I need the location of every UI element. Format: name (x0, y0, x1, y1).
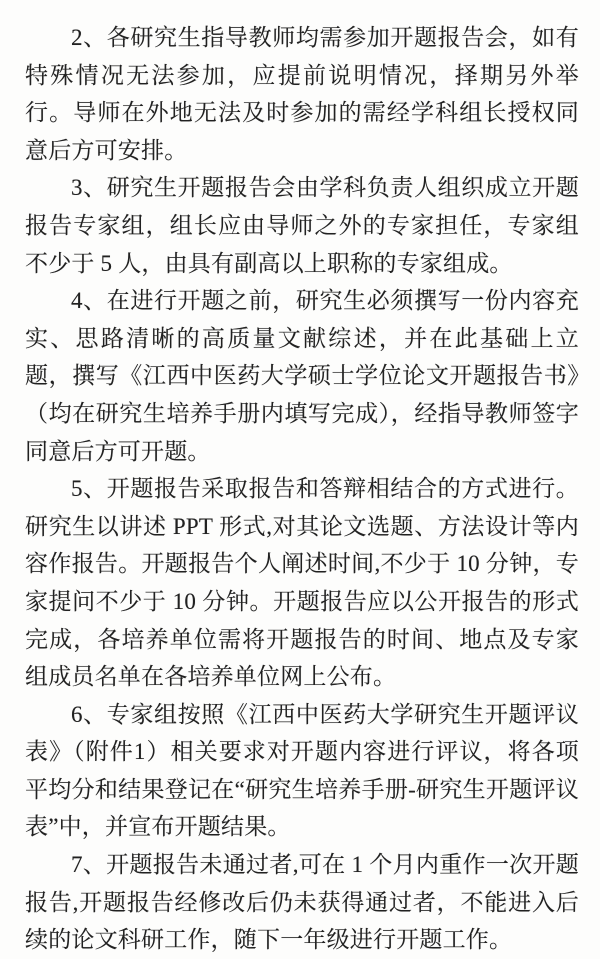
paragraph-7: 7、开题报告未通过者,可在 1 个月内重作一次开题报告,开题报告经修改后仍未获得通过者，不能进入后续的论文科研工作，随下一年级进行开题工作。 (25, 852, 579, 953)
paragraph-4: 4、在进行开题之前，研究生必须撰写一份内容充实、思路清晰的高质量文献综述，并在此基础上立题，撰写《江西中医药大学硕士学位论文开题报告书》（均在研究生培养手册内填写完成），经指导教师签字同意后方可开题。 (25, 288, 579, 464)
paragraph-3: 3、研究生开题报告会由学科负责人组织成立开题报告专家组，组长应由导师之外的专家担任，专家组不少于 5 人，由具有副高以上职称的专家组成。 (25, 175, 579, 276)
paragraph-5: 5、开题报告采取报告和答辩相结合的方式进行。研究生以讲述 PPT 形式,对其论文选题、方法设计等内容作报告。开题报告个人阐述时间,不少于 10 分钟，专家提问不少于 10 分钟。开题报告应以公开报告的形式完成，各培养单位需将开题报告的时间、地点及专家组成员名单在各培养单位网上公布。 (25, 476, 579, 690)
paragraph-6: 6、专家组按照《江西中医药大学研究生开题评议表》（附件1）相关要求对开题内容进行评议，将各项平均分和结果登记在“研究生培养手册-研究生开题评议表”中，并宣布开题结果。 (25, 701, 579, 840)
paragraph-2: 2、各研究生指导教师均需参加开题报告会，如有特殊情况无法参加，应提前说明情况，择期另外举行。导师在外地无法及时参加的需经学科组长授权同意后方可安排。 (25, 25, 579, 163)
